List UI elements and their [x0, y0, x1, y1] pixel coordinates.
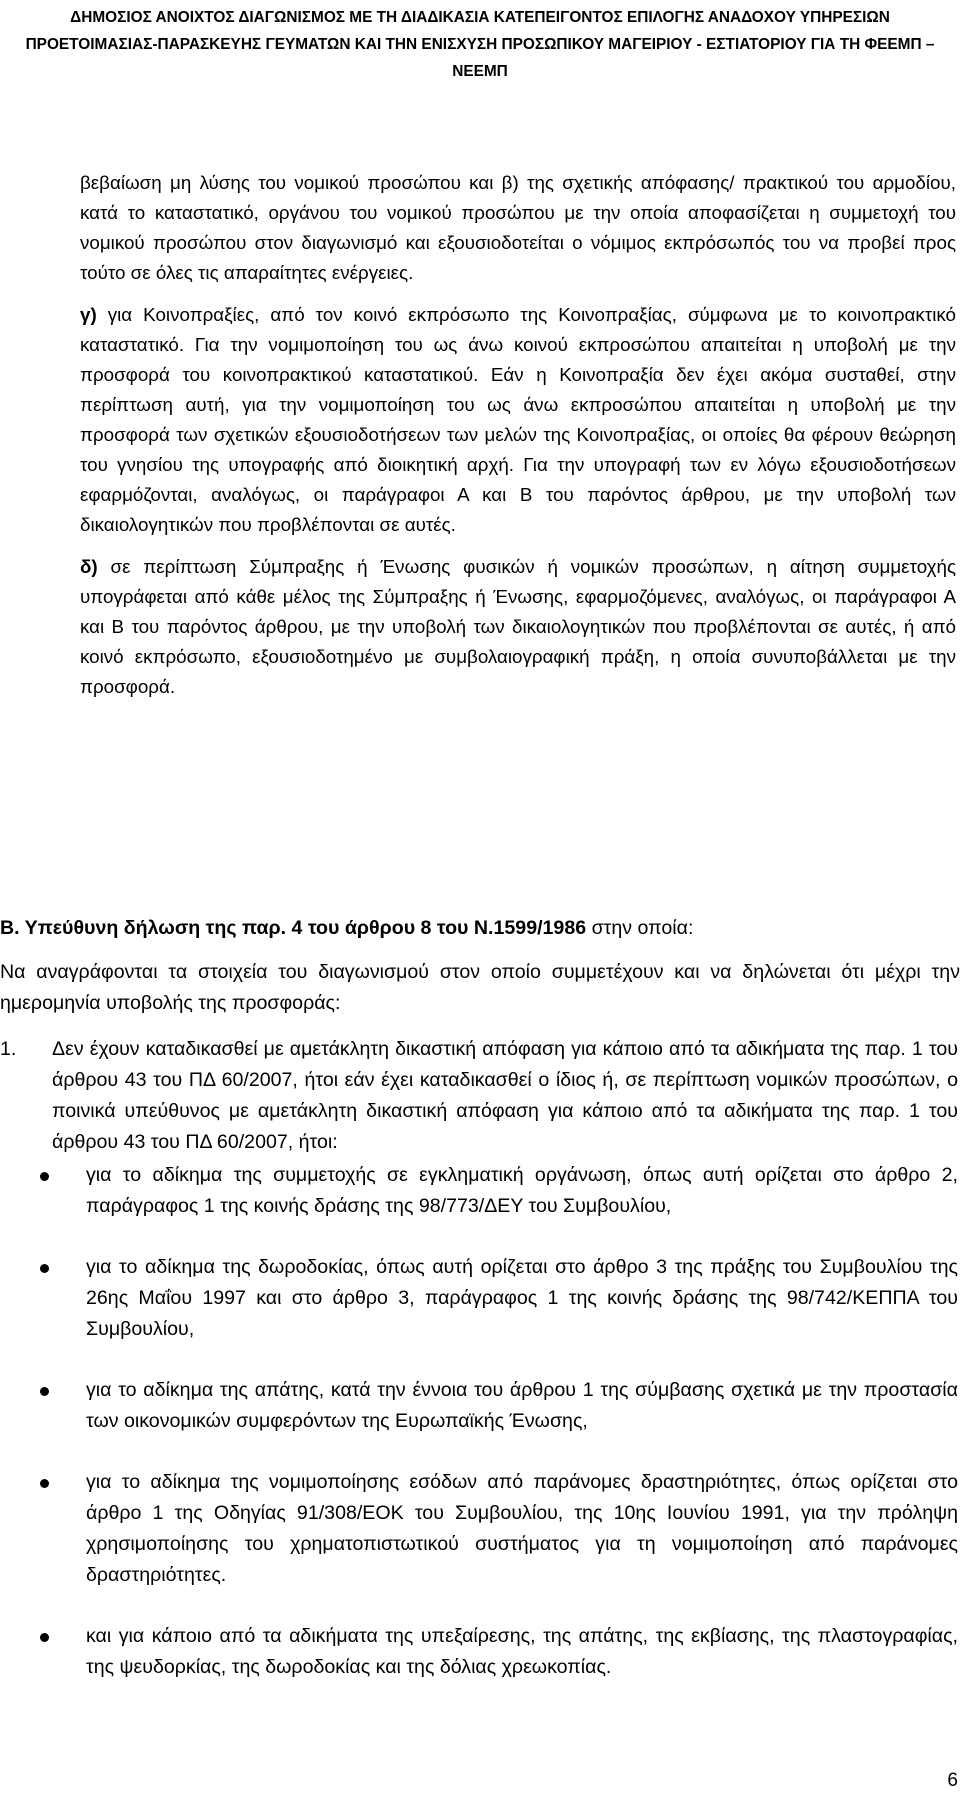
item-number: 1.	[0, 1038, 17, 1060]
bullet-icon	[40, 1479, 49, 1488]
header-line-3: ΝΕΕΜΠ	[452, 63, 508, 80]
section-b-intro-text: Να αναγράφονται τα στοιχεία του διαγωνισμού στον οποίο συμμετέχουν και να δηλώνεται ότι μέχρι την ημερομηνία υποβολής της προσφοράς:	[0, 961, 960, 1014]
bullet-icon	[40, 1264, 49, 1273]
list-item-text: για το αδίκημα της συμμετοχής σε εγκληματική οργάνωση, όπως αυτή ορίζεται στο άρθρο 2, παράγραφος 1 της κοινής δράσης της 98/773/ΔΕΥ του Συμβουλίου,	[86, 1164, 958, 1217]
list-item-text: και για κάποιο από τα αδικήματα της υπεξαίρεσης, της απάτης, της εκβίασης, της πλαστογραφίας, της ψευδορκίας, της δωροδοκίας και της δόλιας χρεωκοπίας.	[86, 1625, 958, 1678]
list-item-text: για το αδίκημα της δωροδοκίας, όπως αυτή ορίζεται στο άρθρο 3 της πράξης του Συμβουλίου της 26ης Μαΐου 1997 και στο άρθρο 3, παράγραφος 1 της κοινής δράσης της 98/742/ΚΕΠΠΑ του Συμβουλίου,	[86, 1256, 958, 1340]
paragraph-d-text: σε περίπτωση Σύμπραξης ή Ένωσης φυσικών ή νομικών προσώπων, η αίτηση συμμετοχής υπογράφεται από κάθε μέλος της Σύμπραξης ή Ένωσης, εφαρμοζόμενες, αναλόγως, οι παράγραφοι Α και Β του παρόντος άρθρου, με την υποβολή των δικαιολογητικών που προβλέπονται σε αυτές, ή από κοινό εκπρόσωπο, εξουσιοδοτημένο με συμβολαιογραφική πράξη, η οποία συνυποβάλλεται με την προσφορά.	[80, 556, 956, 697]
bullet-icon	[40, 1387, 49, 1396]
paragraph-g	[80, 300, 956, 540]
list-item	[0, 1160, 958, 1222]
list-item-text: για το αδίκημα της νομιμοποίησης εσόδων από παράνομες δραστηριότητες, όπως ορίζεται στο άρθρο 1 της Οδηγίας 91/308/ΕΟΚ του Συμβουλίου, της 10ης Ιουνίου 1991, για την πρόληψη χρησιμοποίησης του χρηματοπιστωτικού συστήματος για τη νομιμοποίηση από παράνομες δραστηριότητες.	[86, 1471, 958, 1586]
bullet-icon	[40, 1633, 49, 1642]
item-1-text: Δεν έχουν καταδικασθεί με αμετάκλητη δικαστική απόφαση για κάποιο από τα αδικήματα της παρ. 1 του άρθρου 43 του ΠΔ 60/2007, ήτοι εάν έχει καταδικασθεί ο ίδιος ή, σε περίπτωση νομικών προσώπων, ο ποινικά υπεύθυνος με αμετάκλητη δικαστική απόφαση για κάποιο από τα αδικήματα της παρ. 1 του άρθρου 43 του ΠΔ 60/2007, ήτοι:	[52, 1038, 958, 1153]
document-header	[0, 4, 960, 85]
upper-body	[80, 168, 956, 702]
section-b-title-rest: στην οποία:	[586, 917, 694, 939]
list-item-text: για το αδίκημα της απάτης, κατά την έννοια του άρθρου 1 της σύμβασης σχετικά με την προστασία των οικονομικών συμφερόντων της Ευρωπαϊκής Ένωσης,	[86, 1379, 958, 1432]
header-line-2: ΠΡΟΕΤΟΙΜΑΣΙΑΣ-ΠΑΡΑΣΚΕΥΗΣ ΓΕΥΜΑΤΩΝ ΚΑΙ ΤΗΝ ΕΝΙΣΧΥΣΗ ΠΡΟΣΩΠΙΚΟΥ ΜΑΓΕΙΡΙΟΥ - ΕΣΤΙΑΤΟΡΙΟΥ ΓΙΑ ΤΗ ΦΕΕΜΠ –	[25, 36, 935, 53]
bullet-list	[0, 1160, 960, 1713]
list-item	[0, 1375, 958, 1437]
section-b-heading	[0, 913, 960, 944]
list-item	[0, 1467, 958, 1591]
list-item	[0, 1252, 958, 1345]
header-line-1: ΔΗΜΟΣΙΟΣ ΑΝΟΙΧΤΟΣ ΔΙΑΓΩΝΙΣΜΟΣ ΜΕ ΤΗ ΔΙΑΔΙΚΑΣΙΑ ΚΑΤΕΠΕΙΓΟΝΤΟΣ ΕΠΙΛΟΓΗΣ ΑΝΑΔΟΧΟΥ ΥΠΗΡΕΣΙΩΝ	[70, 9, 890, 26]
list-item	[0, 1621, 958, 1683]
paragraph-d-marker: δ)	[80, 556, 98, 577]
paragraph-g-marker: γ)	[80, 304, 97, 325]
page-number: 6	[947, 1770, 958, 1791]
paragraph-g-text: για Κοινοπραξίες, από τον κοινό εκπρόσωπο της Κοινοπραξίας, σύμφωνα με το κοινοπρακτικό καταστατικό. Για την νομιμοποίηση του ως άνω κοινού εκπροσώπου απαιτείται η υποβολή με την προσφορά του κοινοπρακτικού καταστατικού. Εάν η Κοινοπραξία δεν έχει ακόμα συσταθεί, στην περίπτωση αυτή, για την νομιμοποίηση του ως άνω εκπροσώπου απαιτείται η υποβολή με την προσφορά των σχετικών εξουσιοδοτήσεων των μελών της Κοινοπραξίας, οι οποίες θα φέρουν θεώρηση του γνησίου της υπογραφής από διοικητική αρχή. Για την υπογραφή των εν λόγω εξουσιοδοτήσεων εφαρμόζονται, αναλόγως, οι παράγραφοι Α και Β του παρόντος άρθρου, με την υποβολή των δικαιολογητικών που προβλέπονται σε αυτές.	[80, 304, 956, 535]
paragraph-d	[80, 552, 956, 702]
section-b-title: Β. Υπεύθυνη δήλωση της παρ. 4 του άρθρου 8 του Ν.1599/1986	[0, 917, 587, 939]
paragraph-continuation: βεβαίωση μη λύσης του νομικού προσώπου και β) της σχετικής απόφασης/ πρακτικού του αρμοδίου, κατά το καταστατικό, οργάνου του νομικού προσώπου με την οποία αποφασίζεται η συμμετοχή του νομικού προσώπου στον διαγωνισμό και εξουσιοδοτείται ο νόμιμος εκπρόσωπός του να προβεί προς τούτο σε όλες τις απαραίτητες ενέργειες.	[80, 172, 956, 283]
numbered-item-1	[0, 1034, 960, 1158]
bullet-icon	[40, 1172, 49, 1181]
section-b-intro	[0, 957, 960, 1019]
